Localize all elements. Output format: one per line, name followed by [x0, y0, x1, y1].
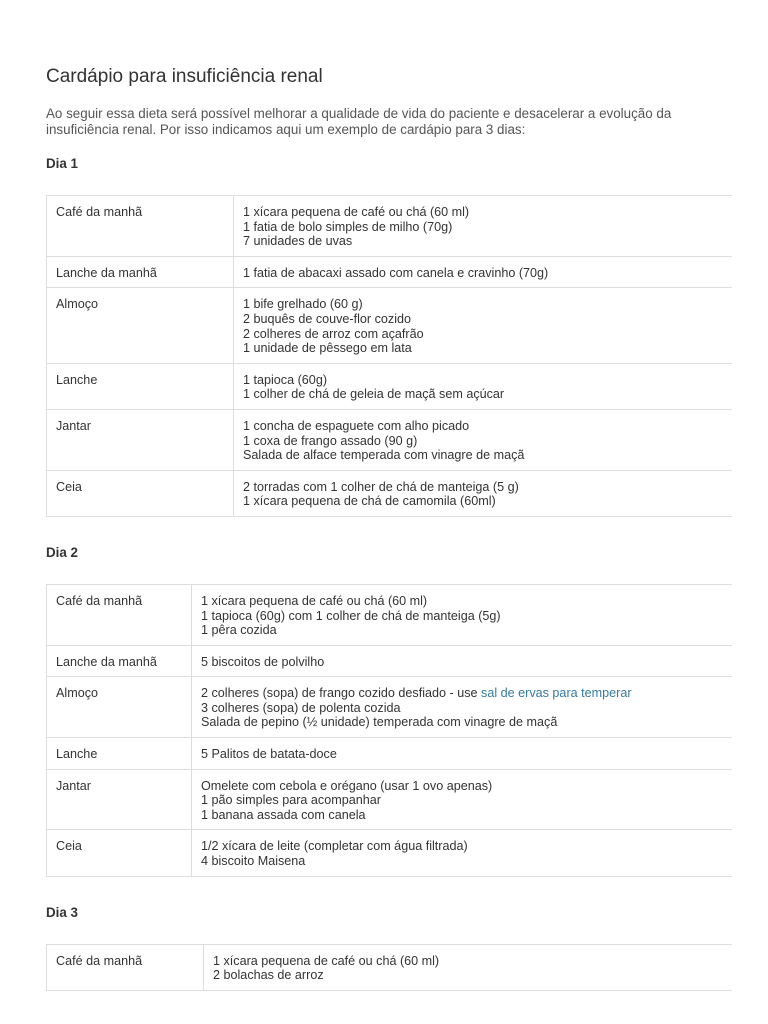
meal-item: 2 bolachas de arroz: [213, 968, 324, 983]
meal-item: 1 tapioca (60g) com 1 colher de chá de manteiga (5g): [201, 608, 501, 623]
meal-item: 1 xícara pequena de chá de camomila (60ml): [243, 494, 496, 509]
meal-name: Jantar: [47, 769, 192, 830]
meal-items: [192, 738, 733, 770]
table-row: [47, 256, 733, 288]
meal-item: 1 xícara pequena de café ou chá (60 ml): [201, 593, 428, 608]
meal-item: 1 concha de espaguete com alho picado: [243, 418, 470, 433]
meal-item: 1 coxa de frango assado (90 g): [243, 433, 418, 448]
meal-items: [204, 944, 733, 990]
day-title: Dia 1: [46, 156, 79, 171]
herb-salt-link[interactable]: sal de ervas para temperar: [481, 686, 632, 701]
meal-item: 1 colher de chá de geleia de maçã sem açúcar: [243, 387, 505, 402]
meal-name: Almoço: [47, 677, 192, 738]
meal-item: Omelete com cebola e orégano (usar 1 ovo apenas): [201, 778, 493, 793]
table-row: [47, 363, 733, 409]
table-row: [47, 196, 733, 257]
meal-items: [192, 584, 733, 645]
meal-item: 3 colheres (sopa) de polenta cozida: [201, 700, 401, 715]
meal-name: Ceia: [47, 470, 234, 516]
table-row: [47, 584, 733, 645]
meal-item: 1/2 xícara de leite (completar com água filtrada): [201, 839, 468, 854]
meal-item-text: 2 colheres (sopa) de frango cozido desfiado - use: [201, 686, 482, 701]
page-title: Cardápio para insuficiência renal: [46, 66, 323, 87]
meal-item: Salada de alface temperada com vinagre de maçã: [243, 448, 525, 463]
menu-days: [46, 156, 768, 991]
meal-item: 1 pão simples para acompanhar: [201, 793, 381, 808]
menu-table: [46, 944, 732, 991]
menu-table: [46, 195, 732, 517]
meal-items: [192, 677, 733, 738]
menu-table: [46, 584, 732, 877]
day-title: Dia 3: [46, 904, 79, 920]
meal-name: Café da manhã: [47, 196, 234, 257]
meal-name: Lanche da manhã: [47, 256, 234, 288]
meal-name: Café da manhã: [47, 944, 204, 990]
table-row: [47, 738, 733, 770]
meal-item: 7 unidades de uvas: [243, 234, 353, 249]
table-row: [47, 470, 733, 516]
meal-name: Café da manhã: [47, 584, 192, 645]
meal-items: [192, 830, 733, 876]
meal-items: [234, 196, 733, 257]
meal-item: 1 fatia de bolo simples de milho (70g): [243, 219, 453, 234]
meal-item: 1 tapioca (60g): [243, 372, 328, 387]
table-row: [47, 409, 733, 470]
meal-items: [192, 645, 733, 677]
meal-item: 1 banana assada com canela: [201, 807, 366, 822]
table-row: [47, 944, 733, 990]
intro-paragraph: Ao seguir essa dieta será possível melhorar a qualidade de vida do paciente e desacelerar a evolução da insuficiência renal. Por isso indicamos aqui um exemplo de cardápio para 3 dias:: [46, 106, 672, 137]
day-title: Dia 2: [46, 544, 79, 560]
meal-item: 1 pêra cozida: [201, 623, 277, 638]
meal-item: 5 biscoitos de polvilho: [201, 654, 325, 669]
meal-item: 4 biscoito Maisena: [201, 854, 306, 869]
meal-item: 1 xícara pequena de café ou chá (60 ml): [213, 953, 440, 968]
meal-item: 2 torradas com 1 colher de chá de manteiga (5 g): [243, 479, 519, 494]
meal-name: Jantar: [47, 409, 234, 470]
table-row: [47, 769, 733, 830]
meal-item: 2 buquês de couve-flor cozido: [243, 311, 412, 326]
meal-name: Lanche da manhã: [47, 645, 192, 677]
meal-item: 1 xícara pequena de café ou chá (60 ml): [243, 205, 470, 219]
meal-items: [234, 363, 733, 409]
table-row: [47, 288, 733, 363]
meal-item: Salada de pepino (½ unidade) temperada com vinagre de maçã: [201, 715, 558, 730]
meal-items: [234, 288, 733, 363]
meal-item: 2 colheres de arroz com açafrão: [243, 326, 424, 341]
table-row: [47, 645, 733, 677]
meal-name: Ceia: [47, 830, 192, 876]
meal-name: Lanche: [47, 738, 192, 770]
meal-item: 1 fatia de abacaxi assado com canela e cravinho (70g): [243, 265, 549, 280]
meal-item: [201, 686, 722, 701]
meal-item: 1 unidade de pêssego em lata: [243, 341, 412, 356]
table-row: [47, 830, 733, 876]
meal-item: 1 bife grelhado (60 g): [243, 297, 363, 312]
meal-items: [234, 409, 733, 470]
meal-name: Lanche: [47, 363, 234, 409]
meal-items: [234, 256, 733, 288]
meal-item: 5 Palitos de batata-doce: [201, 747, 337, 762]
meal-name: Almoço: [47, 288, 234, 363]
meal-items: [234, 470, 733, 516]
table-row: [47, 677, 733, 738]
meal-items: [192, 769, 733, 830]
